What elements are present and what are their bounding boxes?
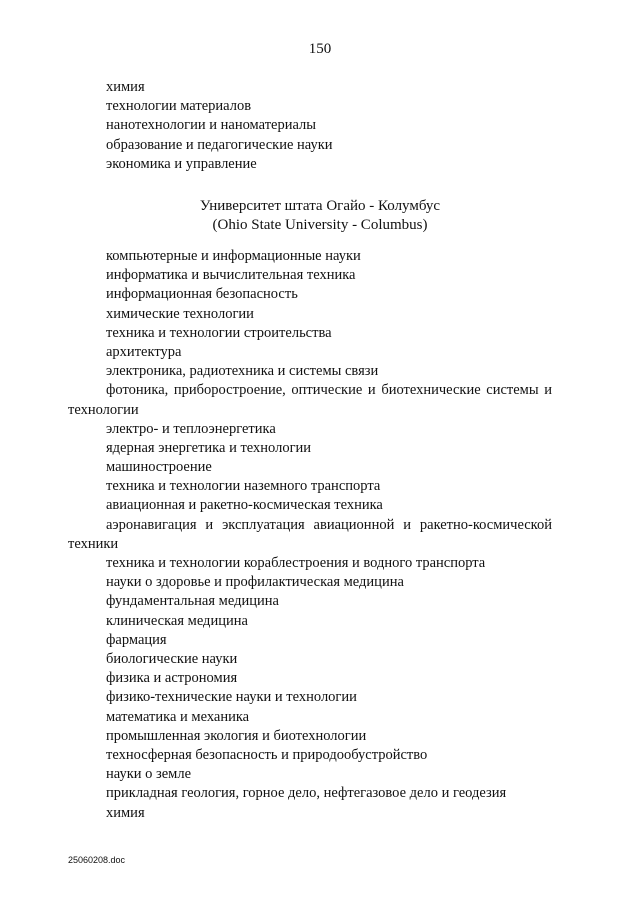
list-item: физика и астрономия bbox=[106, 670, 238, 687]
list-item: фундаментальная медицина bbox=[106, 593, 279, 610]
list-item: информатика и вычислительная техника bbox=[106, 267, 356, 284]
list-item: физико-технические науки и технологии bbox=[106, 689, 357, 706]
field-list-main bbox=[68, 247, 552, 823]
list-item: электро- и теплоэнергетика bbox=[106, 420, 276, 437]
list-item: техника и технологии строительства bbox=[106, 324, 332, 341]
list-item: фотоника, приборостроение, оптические и биотехнические системы и технологии bbox=[68, 382, 552, 418]
list-item: экономика и управление bbox=[106, 155, 257, 172]
university-heading bbox=[0, 197, 640, 235]
list-item: аэронавигация и эксплуатация авиационной и ракетно-космической техники bbox=[68, 516, 552, 552]
university-name-en: (Ohio State University - Columbus) bbox=[212, 217, 428, 233]
list-item: химические технологии bbox=[106, 305, 254, 322]
list-item: машиностроение bbox=[106, 459, 212, 476]
list-item: ядерная энергетика и технологии bbox=[106, 439, 312, 456]
list-item: авиационная и ракетно-космическая техника bbox=[106, 497, 383, 514]
list-item: прикладная геология, горное дело, нефтегазовое дело и геодезия bbox=[106, 785, 507, 802]
list-item: информационная безопасность bbox=[106, 286, 298, 303]
page-number: 150 bbox=[308, 41, 332, 57]
list-item: математика и механика bbox=[106, 708, 250, 725]
list-item: архитектура bbox=[106, 343, 182, 360]
list-item: техносферная безопасность и природообустройство bbox=[106, 746, 428, 763]
list-item: науки о земле bbox=[106, 766, 192, 783]
list-item: компьютерные и информационные науки bbox=[106, 248, 361, 264]
university-name-ru: Университет штата Огайо - Колумбус bbox=[199, 198, 441, 214]
list-item: химия bbox=[106, 79, 145, 95]
list-item: клиническая медицина bbox=[106, 612, 248, 629]
list-item: технологии материалов bbox=[106, 98, 252, 115]
list-item: техника и технологии наземного транспорта bbox=[106, 478, 381, 495]
list-item: биологические науки bbox=[106, 651, 238, 667]
list-item: науки о здоровье и профилактическая медицина bbox=[106, 574, 404, 591]
list-item: образование и педагогические науки bbox=[106, 136, 333, 153]
list-item: нанотехнологии и наноматериалы bbox=[106, 117, 317, 134]
list-item: химия bbox=[106, 804, 145, 821]
list-item: промышленная экология и биотехнологии bbox=[106, 727, 367, 744]
file-name-footer: 25060208.doc bbox=[68, 855, 126, 865]
field-list-top bbox=[68, 78, 552, 174]
list-item: фармация bbox=[106, 631, 167, 648]
list-item: техника и технологии кораблестроения и водного транспорта bbox=[106, 555, 486, 572]
list-item: электроника, радиотехника и системы связи bbox=[106, 363, 379, 380]
